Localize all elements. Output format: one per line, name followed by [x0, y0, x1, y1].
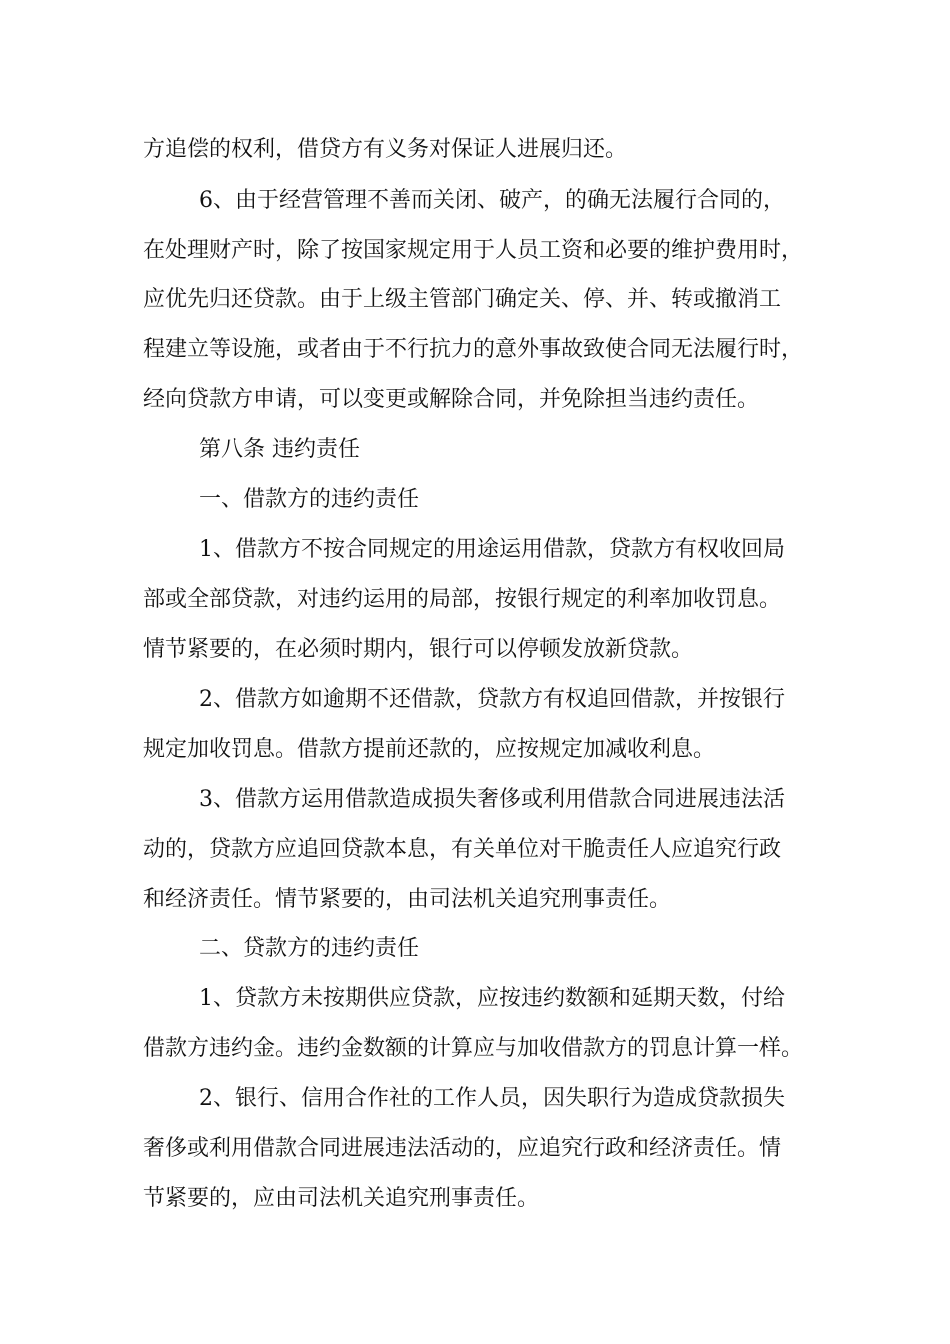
text-line: 经向贷款方申请，可以变更或解除合同，并免除担当违约责任。	[143, 387, 760, 412]
text-line: 部或全部贷款，对违约运用的局部，按银行规定的利率加收罚息。	[143, 587, 782, 612]
text-line: 1、贷款方未按期供应贷款，应按违约数额和延期天数，付给	[199, 986, 785, 1011]
text-line: 应优先归还贷款。由于上级主管部门确定关、停、并、转或撤消工	[143, 287, 782, 312]
text-line: 2、银行、信用合作社的工作人员，因失职行为造成贷款损失	[199, 1086, 785, 1111]
text-line: 借款方违约金。违约金数额的计算应与加收借款方的罚息计算一样。	[143, 1036, 804, 1061]
text-line: 程建立等设施，或者由于不行抗力的意外事故致使合同无法履行时，	[143, 337, 804, 362]
text-line: 3、借款方运用借款造成损失奢侈或利用借款合同进展违法活	[199, 787, 785, 812]
text-line: 奢侈或利用借款合同进展违法活动的，应追究行政和经济责任。情	[143, 1136, 782, 1161]
text-line: 动的，贷款方应追回贷款本息，有关单位对干脆责任人应追究行政	[143, 837, 782, 862]
text-line: 6、由于经营管理不善而关闭、破产，的确无法履行合同的，	[199, 188, 785, 213]
section-heading: 第八条 违约责任	[199, 437, 360, 462]
text-line: 和经济责任。情节紧要的，由司法机关追究刑事责任。	[143, 887, 672, 912]
text-line: 节紧要的，应由司法机关追究刑事责任。	[143, 1186, 540, 1211]
subsection-heading: 二、贷款方的违约责任	[199, 936, 420, 961]
text-line: 1、借款方不按合同规定的用途运用借款，贷款方有权收回局	[199, 537, 785, 562]
text-line: 在处理财产时，除了按国家规定用于人员工资和必要的维护费用时，	[143, 238, 804, 263]
text-line: 规定加收罚息。借款方提前还款的，应按规定加减收利息。	[143, 737, 716, 762]
text-line: 情节紧要的，在必须时期内，银行可以停顿发放新贷款。	[143, 637, 694, 662]
text-line: 方追偿的权利，借贷方有义务对保证人进展归还。	[143, 137, 628, 162]
subsection-heading: 一、借款方的违约责任	[199, 487, 420, 512]
text-line: 2、借款方如逾期不还借款，贷款方有权追回借款，并按银行	[199, 687, 785, 712]
